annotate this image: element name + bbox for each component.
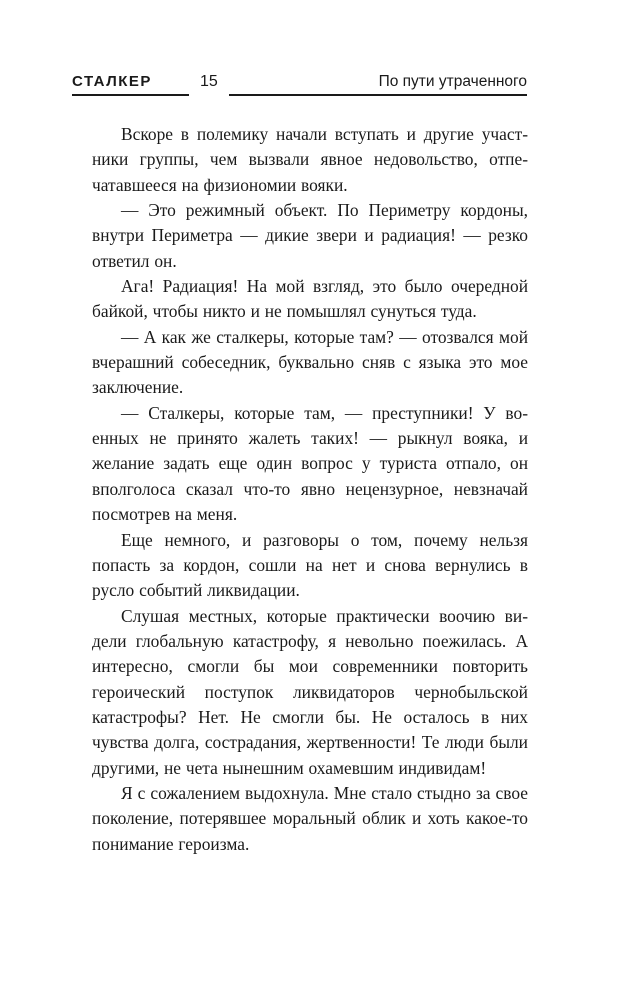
page-number: 15	[200, 73, 218, 90]
paragraph: — Сталкеры, которые там, — преступники! У военных не принято жалеть таких! — рыкнул вояка, и желание задать еще один вопрос у туриста отпало, он вполголоса сказал что-то явно нецензурное, невзначай посмотрев на меня.	[92, 402, 528, 525]
paragraph: Слушая местных, которые практически воочию видели глобальную катастрофу, я невольно поежилась. А интересно, смогли бы мои современники повторить героический поступок ликвидаторов чернобыльской катастрофы? Нет. Не смогли бы. Не осталось в них чувства долга, сострадания, жертвенности! Те люди были другими, не чета нынешним охамевшим индивидам!	[92, 605, 528, 778]
paragraph: — А как же сталкеры, которые там? — отозвался мой вчерашний собеседник, буквально сняв с языка это мое заключение.	[92, 326, 528, 398]
header-rule-left	[72, 94, 189, 96]
running-header	[72, 72, 527, 96]
header-rule-right	[229, 94, 527, 96]
paragraph: Ага! Радиация! На мой взгляд, это было очередной байкой, чтобы никто и не помышлял сунуться туда.	[92, 276, 528, 322]
paragraph: — Это режимный объект. По Периметру кордоны, внутри Периметра — дикие звери и радиация! — резко ответил он.	[92, 200, 528, 271]
page-body	[92, 122, 528, 857]
paragraph: Еще немного, и разговоры о том, почему нельзя попасть за кордон, сошли на нет и снова вернулись в русло событий ликвидации.	[92, 529, 528, 601]
paragraph: Вскоре в полемику начали вступать и другие участники группы, чем вызвали явное недовольство, отпечатавшееся на физиономии вояки.	[92, 124, 528, 195]
series-title: СТАЛКЕР	[72, 73, 152, 90]
running-title: По пути утраченного	[378, 73, 527, 90]
paragraph: Я с сожалением выдохнула. Мне стало стыдно за свое поколение, потерявшее моральный облик и хоть какое-то понимание героизма.	[92, 782, 528, 854]
